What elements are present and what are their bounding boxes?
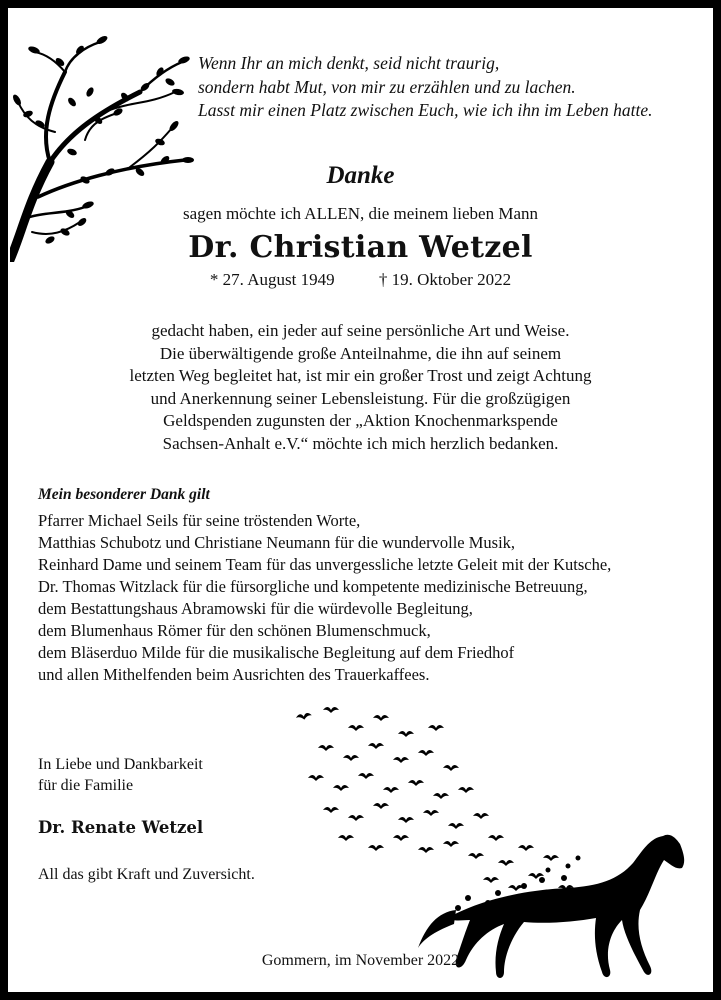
deceased-name: Dr. Christian Wetzel xyxy=(188,230,533,265)
birth-date: * 27. August 1949 xyxy=(209,270,335,289)
thanks-line: dem Bläserduo Milde für die musikalische Begleitung auf dem Friedhof xyxy=(38,643,515,662)
body-line: gedacht haben, ein jeder auf seine persönliche Art und Weise. xyxy=(151,321,570,340)
special-thanks-heading: Mein besonderer Dank gilt xyxy=(38,486,210,503)
thanks-line: dem Blumenhaus Römer für den schönen Blumenschmuck, xyxy=(38,621,431,640)
thanks-line: Pfarrer Michael Seils für seine tröstenden Worte, xyxy=(38,511,361,530)
heading: Danke xyxy=(326,162,395,189)
signer-name: Dr. Renate Wetzel xyxy=(38,818,204,837)
intro-text: sagen möchte ich ALLEN, die meinem lieben Mann xyxy=(182,204,538,223)
poem-line: Wenn Ihr an mich denkt, seid nicht traurig, xyxy=(198,53,500,73)
thanks-line: und allen Mithelfenden beim Ausrichten des Trauerkaffees. xyxy=(38,665,430,684)
poem-line: Lasst mir einen Platz zwischen Euch, wie ich ihn im Leben hatte. xyxy=(198,100,653,120)
tree-silhouette-icon xyxy=(10,32,195,262)
thanks-line: dem Bestattungshaus Abramowski für die würdevolle Begleitung, xyxy=(38,599,473,618)
thanks-line: Dr. Thomas Witzlack für die fürsorgliche und kompetente medizinische Betreuung, xyxy=(38,577,588,596)
poem xyxy=(198,52,652,123)
closing xyxy=(38,754,203,796)
body-text xyxy=(8,320,713,455)
body-line: und Anerkennung seiner Lebensleistung. Für die großzügigen xyxy=(150,388,571,408)
death-date: † 19. Oktober 2022 xyxy=(378,270,512,289)
life-dates xyxy=(8,270,713,290)
thanks-line: Matthias Schubotz und Christiane Neumann für die wundervolle Musik, xyxy=(38,533,516,552)
place-date: Gommern, im November 2022 xyxy=(261,952,460,969)
body-line: Geldspenden zugunsten der „Aktion Knochenmarkspende xyxy=(163,411,558,430)
poem-line: sondern habt Mut, von mir zu erzählen und zu lachen. xyxy=(198,76,576,97)
horse-with-birds-icon xyxy=(278,698,708,988)
body-line: Sachsen-Anhalt e.V.“ möchte ich mich herzlich bedanken. xyxy=(162,433,559,453)
body-line: letzten Weg begleitet hat, ist mir ein großer Trost und zeigt Achtung xyxy=(129,366,592,385)
thanks-line: Reinhard Dame und seinem Team für das unvergessliche letzte Geleit mit der Kutsche, xyxy=(38,555,612,574)
closing-line: In Liebe und Dankbarkeit xyxy=(38,756,203,773)
closing-line: für die Familie xyxy=(38,777,134,794)
thanks-list xyxy=(38,510,611,686)
body-line: Die überwältigende große Anteilnahme, die ihn auf seinem xyxy=(159,343,562,363)
motto: All das gibt Kraft und Zuversicht. xyxy=(38,866,255,883)
